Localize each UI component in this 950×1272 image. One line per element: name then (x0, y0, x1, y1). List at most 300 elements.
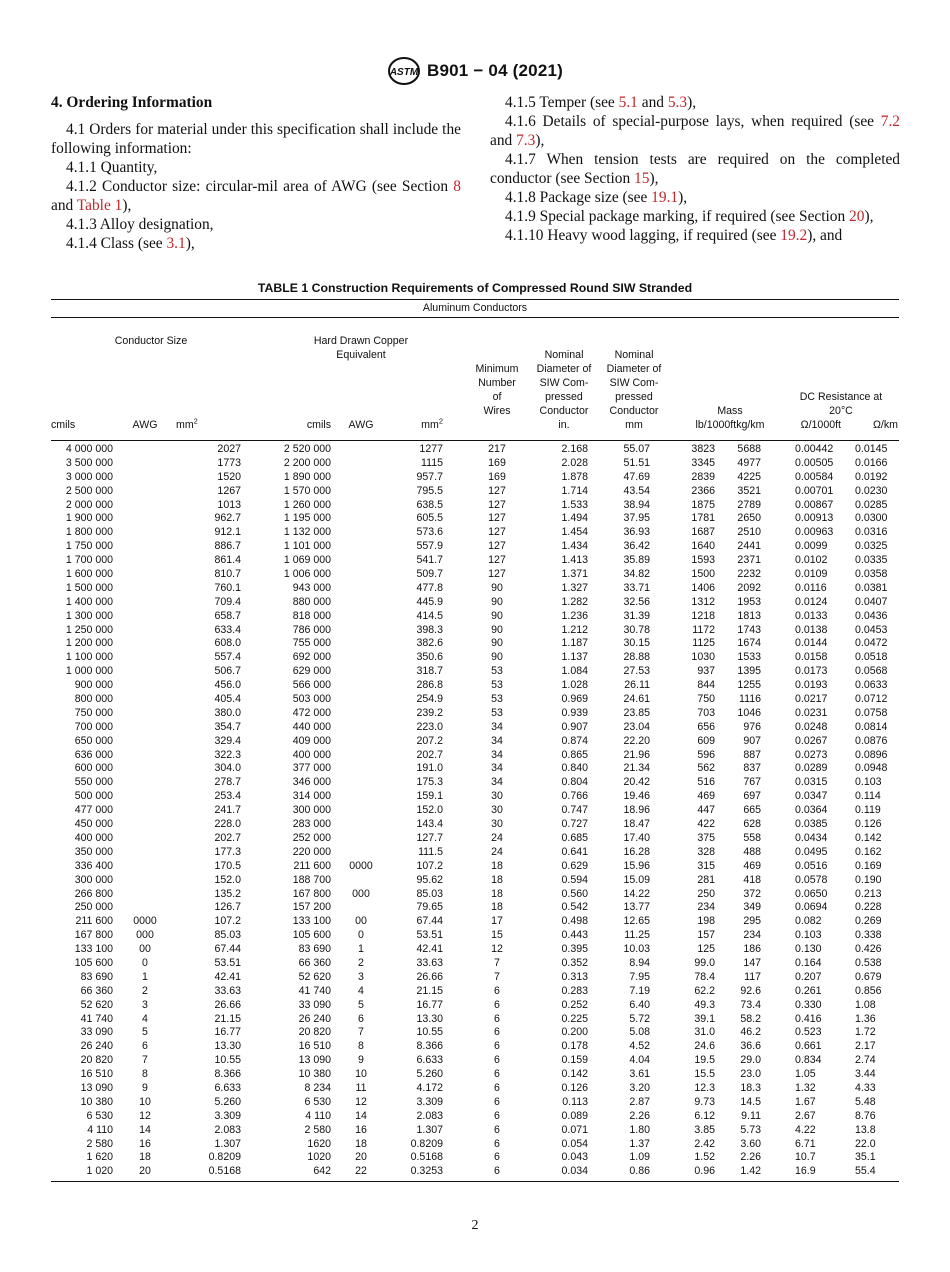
table-cell: 6 (494, 1137, 500, 1150)
table-cell: 32.56 (623, 595, 650, 608)
table-cell: 42.41 (214, 970, 241, 983)
table-cell: 33 090 (298, 998, 331, 1011)
table-row (51, 846, 899, 860)
table-cell: 795.5 (416, 484, 443, 497)
table-row (51, 554, 899, 568)
table-cell: 0.269 (855, 915, 882, 928)
table-cell: 220 000 (292, 845, 331, 858)
table-cell: 976 (743, 720, 761, 733)
table-cell: 1 570 000 (283, 484, 331, 497)
table-cell: 169 (488, 456, 506, 469)
table-cell: 24.61 (623, 693, 650, 706)
table-cell: 380.0 (214, 706, 241, 719)
table-cell: 20 (355, 1151, 367, 1164)
table-cell: 1520 (217, 470, 241, 483)
table-cell: 202.7 (214, 831, 241, 844)
table-cell: 700 000 (74, 720, 113, 733)
table-cell: 0.834 (795, 1054, 822, 1067)
table-cell: 0.679 (855, 970, 882, 983)
header-nominal-diameter-in: Nominal Diameter of SIW Com- pressed Conductor in. (536, 349, 592, 431)
table-cell: 26.66 (416, 970, 443, 983)
table-cell: 14.22 (623, 887, 650, 900)
table-cell: 15 (491, 929, 503, 942)
table-cell: 127 (488, 484, 506, 497)
table-cell: 0.0712 (855, 693, 888, 706)
table-cell: 8.366 (214, 1068, 241, 1081)
table-cell: 0.225 (561, 1012, 588, 1025)
table-cell: 135.2 (214, 887, 241, 900)
table-cell: 22 (355, 1165, 367, 1178)
table-cell: 0.190 (855, 873, 882, 886)
table-cell: 4.172 (416, 1081, 443, 1094)
table-cell: 329.4 (214, 734, 241, 747)
table-cell: 1953 (737, 595, 761, 608)
table-cell: 53 (491, 679, 503, 692)
table-cell: 8 234 (304, 1081, 331, 1094)
table-cell: 0.0358 (855, 568, 888, 581)
table-cell: 42.41 (416, 943, 443, 956)
table-cell: 709.4 (214, 595, 241, 608)
table-cell: 3.309 (214, 1109, 241, 1122)
table-cell: 278.7 (214, 776, 241, 789)
link-19-2[interactable]: 19.2 (780, 227, 808, 244)
table-cell: 633.4 (214, 623, 241, 636)
table-cell: 17.40 (623, 831, 650, 844)
table-cell: 755 000 (292, 637, 331, 650)
table-cell: 500 000 (74, 790, 113, 803)
item-4-1-4: 4.1.4 Class (see 3.1), (66, 235, 195, 252)
table-cell: 0.0633 (855, 679, 888, 692)
table-cell: 2 (358, 956, 364, 969)
table-cell: 0.939 (561, 706, 588, 719)
link-section-15[interactable]: 15 (634, 170, 650, 187)
table-row (51, 512, 899, 526)
table-cell: 105 600 (292, 929, 331, 942)
table-cell: 0.443 (561, 929, 588, 942)
table-cell: 2 500 000 (65, 484, 113, 497)
header-mm2: $mm^2$ (176, 416, 198, 431)
table-cell: 157 (697, 929, 715, 942)
link-3-1[interactable]: 3.1 (166, 235, 186, 252)
table-cell: 286.8 (416, 679, 443, 692)
table-cell: 234 (697, 901, 715, 914)
table-cell: 1.413 (561, 554, 588, 567)
table-row (51, 943, 899, 957)
table-cell: 1 069 000 (283, 554, 331, 567)
header-mass-units: lb/1000ftkg/km (695, 419, 765, 431)
item-4-1-2: 4.1.2 Conductor size: circular-mil area of AWG (see Section 8 and Table 1), (51, 178, 461, 214)
link-7-3[interactable]: 7.3 (516, 132, 536, 149)
table-cell: 1172 (692, 623, 715, 636)
table-cell: 837 (743, 762, 761, 775)
table-row (51, 568, 899, 582)
table-cell: 20 820 (298, 1026, 331, 1039)
table-cell: 4.52 (629, 1040, 650, 1053)
table-cell: 8 (358, 1040, 364, 1053)
table-cell: 0.00867 (795, 498, 834, 511)
table-cell: 20.42 (623, 776, 650, 789)
table-cell: 0.523 (795, 1026, 822, 1039)
table-cell: 3.61 (629, 1068, 650, 1081)
table-header (51, 318, 899, 431)
link-5-1[interactable]: 5.1 (618, 94, 638, 111)
table-cell: 703 (697, 706, 715, 719)
table-cell: 30 (491, 790, 503, 803)
table-cell: 83 690 (298, 943, 331, 956)
table-cell: 0.0434 (795, 831, 828, 844)
table-cell: 2371 (737, 554, 761, 567)
table-cell: 18 (139, 1151, 151, 1164)
table-cell: 346 000 (292, 776, 331, 789)
table-cell: 217 (488, 443, 506, 455)
table-cell: 26 240 (80, 1040, 113, 1053)
table-cell: 638.5 (416, 498, 443, 511)
table-cell: 5688 (737, 443, 761, 455)
table-cell: 53 (491, 693, 503, 706)
table-cell: 1116 (739, 693, 761, 706)
table-cell: 1013 (217, 498, 241, 511)
table-cell: 90 (491, 623, 503, 636)
table-cell: 5.73 (740, 1123, 761, 1136)
table-cell: 252 000 (292, 831, 331, 844)
header-mass: Mass (717, 405, 743, 417)
table-cell: 26 240 (298, 1012, 331, 1025)
table-cell: 167 800 (74, 929, 113, 942)
table-cell: 0.426 (855, 943, 882, 956)
link-7-2[interactable]: 7.2 (880, 113, 900, 130)
table-cell: 36.93 (623, 526, 650, 539)
table-cell: 39.1 (694, 1012, 715, 1025)
table-cell: 16.9 (795, 1165, 816, 1178)
table-cell: 13.8 (855, 1123, 876, 1136)
table-cell: 0.0578 (795, 873, 828, 886)
table-cell: 629 000 (292, 665, 331, 678)
table-cell: 1.67 (795, 1095, 816, 1108)
table-cell: 6 (494, 1012, 500, 1025)
table-cell: 1.454 (561, 526, 588, 539)
table-cell: 2 (142, 984, 148, 997)
table-cell: 85.03 (214, 929, 241, 942)
table-row (51, 471, 899, 485)
table-row (51, 1096, 899, 1110)
item-4-1-3: 4.1.3 Alloy designation, (66, 216, 214, 233)
table-cell: 6 (494, 1026, 500, 1039)
table-cell: 223.0 (416, 720, 443, 733)
table-cell: 642 (313, 1165, 331, 1178)
table-cell: 283 000 (292, 818, 331, 831)
table-cell: 0.0516 (795, 859, 828, 872)
table-row (51, 651, 899, 665)
table-cell: 2027 (217, 443, 241, 455)
astm-logo-text: ASTM (389, 67, 419, 78)
table-cell: 12.65 (623, 915, 650, 928)
table-row (51, 1013, 899, 1027)
table-cell: 1.282 (561, 595, 588, 608)
table-cell: 21.15 (416, 984, 443, 997)
table-cell: 0.560 (561, 887, 588, 900)
table-cell: 2510 (737, 526, 761, 539)
table-cell: 0.0248 (795, 720, 828, 733)
table-cell: 24.6 (694, 1040, 715, 1053)
table-cell: 0.164 (795, 956, 822, 969)
table-cell: 14 (139, 1123, 151, 1136)
table-cell: 157 200 (292, 901, 331, 914)
table-cell: 13.30 (416, 1012, 443, 1025)
table-cell: 6 (494, 1040, 500, 1053)
table-cell: 750 (697, 693, 715, 706)
table-row (51, 721, 899, 735)
table-cell: 0.00913 (795, 512, 834, 525)
table-cell: 30.15 (623, 637, 650, 650)
table-cell: 0.8209 (410, 1137, 443, 1150)
table-cell: 0.874 (561, 734, 588, 747)
table-cell: 0.8209 (208, 1151, 241, 1164)
table-cell: 422 (697, 818, 715, 831)
table-cell: 943 000 (292, 581, 331, 594)
table-row (51, 762, 899, 776)
page-number: 2 (471, 1218, 479, 1233)
table-cell: 0.0316 (855, 526, 888, 539)
table-cell: 6 (494, 1109, 500, 1122)
table-cell: 295 (743, 915, 761, 928)
table-cell: 90 (491, 637, 503, 650)
table-subcaption: Aluminum Conductors (422, 302, 528, 314)
table-cell: 398.3 (416, 623, 443, 636)
table-cell: 170.5 (214, 859, 241, 872)
table-cell: 169 (488, 470, 506, 483)
table-cell: 78.4 (694, 970, 715, 983)
link-section-20[interactable]: 20 (849, 208, 865, 225)
header-min-wires: Minimum Number of Wires (475, 363, 519, 417)
header-mm2-copper: $mm^2$ (421, 416, 443, 431)
table-cell: 1 (358, 943, 364, 956)
table-cell: 1533 (737, 651, 761, 664)
table-cell: 5.08 (629, 1026, 650, 1039)
table-cell: 281 (697, 873, 715, 886)
table-cell: 1 300 000 (65, 609, 113, 622)
table-cell: 000 (352, 887, 370, 900)
table-cell: 90 (491, 595, 503, 608)
table-cell: 0.629 (561, 859, 588, 872)
table-cell: 23.0 (740, 1068, 761, 1081)
table-cell: 9.73 (694, 1095, 715, 1108)
table-cell: 7 (494, 970, 500, 983)
table-cell: 0.0315 (795, 776, 828, 789)
table-cell: 0.416 (795, 1012, 822, 1025)
table-cell: 105 600 (74, 956, 113, 969)
table-cell: 506.7 (214, 665, 241, 678)
table-cell: 34 (491, 748, 503, 761)
table-cell: 17 (491, 915, 503, 928)
table-cell: 250 (697, 887, 715, 900)
table-cell: 111.5 (418, 845, 443, 858)
table-cell: 0.0407 (855, 595, 888, 608)
table-cell: 350 000 (74, 845, 113, 858)
table-cell: 30 (491, 818, 503, 831)
table-cell: 1.084 (561, 665, 588, 678)
table-cell: 6.633 (416, 1054, 443, 1067)
table-cell: 0.0650 (795, 887, 828, 900)
section-heading: 4. Ordering Information (51, 94, 213, 111)
header-awg: AWG (132, 419, 158, 431)
table-cell: 1674 (737, 637, 761, 650)
link-section-8[interactable]: 8 (453, 178, 461, 195)
table-cell: 6 (358, 1012, 364, 1025)
table-cell: 66 360 (298, 956, 331, 969)
table-cell: 12 (355, 1095, 367, 1108)
table-cell: 10.55 (214, 1054, 241, 1067)
table-cell: 350.6 (416, 651, 443, 664)
table-cell: 3345 (691, 456, 715, 469)
table-cell: 0.0876 (855, 734, 888, 747)
table-cell: 0.261 (795, 984, 822, 997)
table-cell: 31.0 (694, 1026, 715, 1039)
table-cell: 1 400 000 (65, 595, 113, 608)
table-cell: 1 (142, 970, 148, 983)
table-cell: 0.043 (561, 1151, 588, 1164)
table-cell: 0.00505 (795, 456, 834, 469)
table-cell: 0.766 (561, 790, 588, 803)
table-cell: 0.130 (795, 943, 822, 956)
table-cell: 0.594 (561, 873, 588, 886)
table-cell: 0.178 (561, 1040, 588, 1053)
table-cell: 0.252 (561, 998, 588, 1011)
table-cell: 1395 (737, 665, 761, 678)
table-cell: 628 (743, 818, 761, 831)
left-column (51, 93, 461, 253)
table-cell: 8.94 (629, 956, 650, 969)
table-cell: 13.77 (623, 901, 650, 914)
table-cell: 1020 (307, 1151, 331, 1164)
table-cell: 0.0285 (855, 498, 888, 511)
table-cell: 3.44 (855, 1068, 876, 1081)
table-cell: 1.72 (855, 1026, 876, 1039)
table-cell: 887 (743, 748, 761, 761)
table-cell: 1781 (691, 512, 715, 525)
table-cell: 477 000 (74, 804, 113, 817)
table-cell: 7 (494, 956, 500, 969)
table-row (51, 1165, 899, 1179)
table-cell: 0.0102 (795, 554, 828, 567)
table-cell: 18 (491, 873, 503, 886)
table-cell: 1 132 000 (283, 526, 331, 539)
table-cell: 127 (488, 498, 506, 511)
table-cell: 250 000 (74, 901, 113, 914)
table-cell: 400 000 (74, 831, 113, 844)
table-cell: 33.63 (214, 984, 241, 997)
link-5-3[interactable]: 5.3 (667, 94, 688, 111)
table-row (51, 749, 899, 763)
link-table-1[interactable]: Table 1 (76, 197, 123, 214)
table-cell: 9.11 (741, 1109, 761, 1122)
table-row (51, 957, 899, 971)
table-cell: 0.114 (855, 790, 881, 803)
table-cell: 4 000 000 (65, 443, 113, 455)
table-cell: 152.0 (214, 873, 241, 886)
table-cell: 3 (142, 998, 148, 1011)
table-cell: 239.2 (416, 706, 443, 719)
table-cell: 13 090 (80, 1081, 113, 1094)
table-cell: 53 (491, 665, 503, 678)
table-cell: 6 (494, 1165, 500, 1178)
table-cell: 2232 (737, 568, 761, 581)
table-cell: 300 000 (74, 873, 113, 886)
table-cell: 300 000 (292, 804, 331, 817)
table-cell: 127 (488, 512, 506, 525)
table-cell: 0.0289 (795, 762, 828, 775)
table-cell: 656 (697, 720, 715, 733)
item-4-1-6: 4.1.6 Details of special-purpose lays, when required (see 7.2 and 7.3), (490, 113, 900, 149)
table-cell: 2.083 (214, 1123, 241, 1136)
table-cell: 1.434 (561, 540, 588, 553)
table-cell: 0.352 (561, 956, 588, 969)
table-cell: 0.542 (561, 901, 588, 914)
table-cell: 186 (743, 943, 761, 956)
table-cell: 4225 (737, 470, 761, 483)
table-cell: 1.80 (629, 1123, 650, 1136)
table-cell: 0.313 (561, 970, 588, 983)
table-cell: 605.5 (416, 512, 443, 525)
table-cell: 0.395 (561, 943, 588, 956)
table-cell: 0.0231 (795, 706, 828, 719)
table-cell: 52 620 (298, 970, 331, 983)
table-cell: 818 000 (292, 609, 331, 622)
table-cell: 0.0472 (855, 637, 888, 650)
table-cell: 550 000 (74, 776, 113, 789)
link-19-1[interactable]: 19.1 (651, 189, 679, 206)
table-cell: 0.0814 (855, 720, 888, 733)
table-cell: 0.0192 (855, 470, 888, 483)
table-cell: 16.77 (416, 998, 443, 1011)
table-cell: 1640 (691, 540, 715, 553)
table-cell: 0.865 (561, 748, 588, 761)
table-cell: 0.0381 (855, 581, 888, 594)
table-cell: 90 (491, 609, 503, 622)
table-cell: 1620 (307, 1137, 331, 1150)
table-cell: 1046 (737, 706, 761, 719)
table-row (51, 874, 899, 888)
table-cell: 41 740 (298, 984, 331, 997)
table-cell: 2789 (737, 498, 761, 511)
table-cell: 8 (142, 1068, 148, 1081)
table-row (51, 1138, 899, 1152)
table-cell: 16 (355, 1123, 367, 1136)
table-cell: 1267 (217, 484, 241, 497)
table-cell: 2 520 000 (283, 443, 331, 455)
table-cell: 10.7 (795, 1151, 816, 1164)
table-cell: 22.0 (855, 1137, 876, 1150)
item-4-1-10: 4.1.10 Heavy wood lagging, if required (see 19.2), and (505, 227, 843, 244)
header-cmils: cmils (51, 419, 76, 431)
table-cell: 900 000 (74, 679, 113, 692)
table-cell: 0.685 (561, 831, 588, 844)
table-cell: 0.0347 (795, 790, 828, 803)
table-cell: 4977 (737, 456, 761, 469)
table-cell: 5 (142, 1026, 148, 1039)
table-cell: 107.2 (416, 859, 443, 872)
table-cell: 0.840 (561, 762, 588, 775)
table-cell: 0.283 (561, 984, 588, 997)
table-cell: 336 400 (74, 859, 113, 872)
table-cell: 0.0166 (855, 456, 888, 469)
table-cell: 1875 (691, 498, 715, 511)
table-cell: 21.96 (623, 748, 650, 761)
table-cell: 469 (743, 859, 761, 872)
table-row (51, 860, 899, 874)
table-cell: 760.1 (214, 581, 241, 594)
table-cell: 3 (358, 970, 364, 983)
table-row (51, 999, 899, 1013)
